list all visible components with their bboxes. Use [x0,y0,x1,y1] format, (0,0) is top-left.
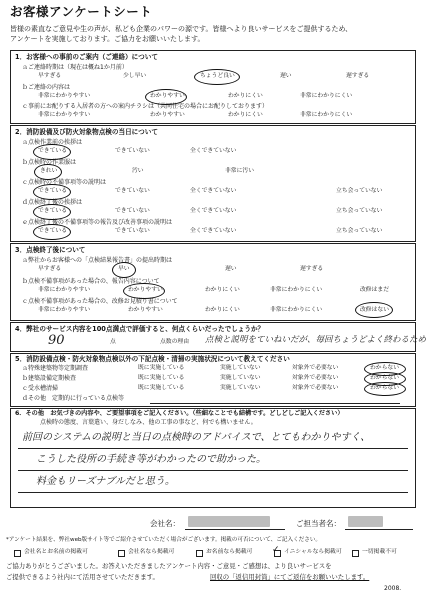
s3-c-opt-2[interactable]: わかりやすい [128,307,163,313]
s5-row-c-opt-3[interactable]: 対象外で必要ない [292,385,339,391]
s5-row-c-label: ｃ受水槽清掃 [22,385,59,392]
s3-b-label: ｂ点検不備事項があった場合の、報告内容について [22,278,160,285]
s5-row-d-line [150,403,400,404]
s3-c-opt-3[interactable]: わかりにくい [205,307,240,313]
s2-b-opt-1[interactable]: きれい [40,168,58,174]
s2-b-opt-3[interactable]: 非常に汚い [225,168,254,174]
s6-line-2 [18,470,408,471]
s5-row-b-opt-2[interactable]: 実施していない [220,375,261,381]
s4-reason-label: 点数の理由 [160,339,189,345]
publish-opt-2-checkbox[interactable] [118,550,125,557]
footer-thanks-1: ご協力ありがとうございました。お答えいただきましたアンケート内容・ご意見・ご感想は、より良いサービスを [6,562,332,570]
s5-row-a-opt-1[interactable]: 既に実施している [138,365,185,371]
s6-line-3 [18,492,408,493]
s2-e-opt-1[interactable]: できている [38,228,67,234]
s2-a-opt-3[interactable]: 全くできていない [190,148,237,154]
s3-b-opt-1[interactable]: 非常にわかりやすい [38,287,91,293]
publish-opt-3-checkbox[interactable] [196,550,203,557]
section-6-header: 6．その他 お気づきの内容や、ご要望事項をご記入ください。（些細なことでも結構です。どしどしご記入ください） [15,410,344,417]
s2-b-opt-2[interactable]: 汚い [132,168,144,174]
s3-a-opt-3[interactable]: 遅い [225,266,237,272]
s2-e-opt-3[interactable]: 全くできていない [190,228,237,234]
s6-handwriting-1[interactable]: 前回のシステムの説明と当日の点検時のアドバイスで、とてもわかりやすく、 [22,432,371,443]
s1-c-opt-3[interactable]: わかりにくい [228,112,263,118]
section-5-header: 5．消防設備点検・防火対象物点検以外の下記点検・清掃の実施状況について教えてください [15,355,290,363]
s3-c-opt-4[interactable]: 非常にわかりにくい [270,307,323,313]
person-label: ご担当者名： [296,519,341,528]
s5-row-a-opt-4[interactable]: わからない [370,365,399,371]
s5-row-a-label: ａ特殊建築物等定期調査 [22,365,89,372]
s5-row-b-label: ｂ建築設備定期検査 [22,375,77,382]
company-name-redacted [188,516,270,527]
publish-opt-5-checkbox[interactable] [352,550,359,557]
intro-line-2: アンケートを実施しております。ご協力をお願いいたします。 [10,35,205,43]
s2-a-opt-1[interactable]: できている [38,148,67,154]
s2-e-label: ｅ点検終了後の不備事項等の報告及び改善事項の説明は [22,219,173,226]
s1-b-opt-2[interactable]: わかりやすい [150,93,185,99]
s2-a-label: ａ点検作業前の挨拶は [22,139,83,146]
publish-opt-4-checkmark-icon: ✓ [272,545,280,555]
s2-c-not-present[interactable]: 立ち会っていない [336,188,383,194]
s6-handwriting-2[interactable]: こうした役所の手続き等がわかったので助かった。 [36,454,266,465]
s2-d-opt-2[interactable]: できていない [115,208,150,214]
s2-a-opt-2[interactable]: できていない [115,148,150,154]
s3-c-label: ｃ点検不備事項があった場合の、改修お見積り書について [22,298,178,305]
s4-score-unit: 点 [110,339,116,345]
publish-opt-5-label: 一切掲載不可 [362,549,397,555]
s5-row-b-opt-4[interactable]: わからない [370,375,399,381]
s2-e-not-present[interactable]: 立ち会っていない [336,228,383,234]
s2-c-label: ｃ点検時の不備事項等の説明は [22,179,107,186]
s1-c-opt-1[interactable]: 非常にわかりやすい [38,112,91,118]
s2-e-answer-circle [33,224,71,240]
s3-b-answer-circle [123,283,165,299]
s2-e-opt-2[interactable]: できていない [115,228,150,234]
s2-d-opt-3[interactable]: 全くできていない [190,208,237,214]
publish-opt-4-label: イニシャルなら掲載可 [284,549,342,555]
s1-a-opt-4[interactable]: 遅い [280,73,292,79]
person-name-redacted [348,516,383,527]
s6-handwriting-3[interactable]: 料金もリーズナブルだと思う。 [36,476,175,487]
s5-row-c-opt-1[interactable]: 既に実施している [138,385,185,391]
intro-line-1: 皆様の素直なご意見や生の声が、私ども企業のパワーの源です。皆様へより良いサービスをご提供するため、 [10,25,353,33]
publish-opt-2-label: 会社名なら掲載可 [128,549,175,555]
s2-c-opt-3[interactable]: 全くできていない [190,188,237,194]
s2-d-label: ｄ点検終了後の挨拶は [22,199,83,206]
s1-c-label: ｃ事前にお配りする入居者の方への案内チラシは（共同住宅の場合にお配りしております） [22,103,269,110]
s1-a-opt-3[interactable]: ちょうど良い [200,73,235,79]
s2-b-label: ｂ点検時の作業服は [22,159,77,166]
s3-b-kaishu[interactable]: 改修はまだ [360,287,389,293]
s2-d-not-present[interactable]: 立ち会っていない [336,208,383,214]
s5-row-c-opt-2[interactable]: 実施していない [220,385,261,391]
company-line [185,529,285,530]
footer-thanks-2: ご提供できるよう社内にて活用させていただきます。 [6,573,159,581]
s3-b-opt-4[interactable]: 非常にわかりにくい [270,287,323,293]
s2-d-opt-1[interactable]: できている [38,208,67,214]
section-1-header: 1．お客様への事前のご案内（ご連絡）について [15,53,158,61]
s1-a-opt-2[interactable]: 少し早い [123,73,147,79]
s3-b-opt-3[interactable]: わかりにくい [205,287,240,293]
s3-a-label: ａ弊社からお客様への「点検結果報告書」の提出時期は [22,257,173,264]
s5-row-a-opt-3[interactable]: 対象外で必要ない [292,365,339,371]
s1-b-opt-4[interactable]: 非常にわかりにくい [300,93,353,99]
s5-row-c-answer-circle [364,382,406,396]
footer-year: 2008. [384,585,402,592]
s5-row-c-opt-4[interactable]: わからない [370,385,399,391]
s3-c-answer-circle [355,302,393,318]
footer-note: *アンケート結果を、弊社web版サイト等でご紹介させていただく場合がございます。掲載の可否について、ご記入ください。 [6,537,322,543]
s1-b-label: ｂご連絡の内容は [22,84,71,91]
publish-opt-1-label: 会社名とお名前の掲載可 [24,549,88,555]
section-2-header: 2．消防設備及び防火対象物点検の当日について [15,128,158,136]
publish-opt-3-label: お名前なら掲載可 [206,549,253,555]
s1-a-answer-circle [194,69,240,85]
s3-c-opt-1[interactable]: 非常にわかりやすい [38,307,91,313]
sheet-title: お客様アンケートシート [10,4,153,19]
footer-return-envelope: 回収の「返信用封筒」にてご返信をお願いいたします。 [210,573,370,581]
s3-a-opt-1[interactable]: 早すぎる [38,266,62,272]
s2-a-answer-circle [33,144,71,160]
s6-line-1 [18,448,408,449]
s2-d-answer-circle [33,204,71,220]
section-4-header: 4．弊社のサービス内容を100点満点で評価すると、何点くらいだったでしょうか？ [15,325,265,333]
s3-a-answer-circle [112,262,136,278]
person-line [345,529,413,530]
s3-a-opt-4[interactable]: 遅すぎる [300,266,324,272]
s2-b-answer-circle [34,164,62,180]
s5-row-b-opt-1[interactable]: 既に実施している [138,375,185,381]
publish-opt-1-checkbox[interactable] [14,550,21,557]
s1-b-opt-1[interactable]: 非常にわかりやすい [38,93,91,99]
s1-a-opt-1[interactable]: 早すぎる [38,73,62,79]
s3-c-kaishu[interactable]: 改修はない [360,307,389,313]
s1-a-label: ａご連絡時期は（現在は概ね1か月前） [22,64,128,71]
s1-a-opt-5[interactable]: 遅すぎる [346,73,370,79]
s1-c-opt-2[interactable]: わかりやすい [150,112,185,118]
section-3-header: 3．点検終了後について [15,246,86,254]
company-label: 会社名： [150,519,180,528]
s5-row-a-opt-2[interactable]: 実施していない [220,365,261,371]
s2-c-opt-2[interactable]: できていない [115,188,150,194]
s3-b-opt-2[interactable]: わかりやすい [128,287,163,293]
s3-a-opt-2[interactable]: 早い [118,266,130,272]
section-6-sub: 点検時の態度、言葉遣い、身だしなみ、他の工事の事など、何でも構いません。 [40,419,257,426]
s5-row-b-opt-3[interactable]: 対象外で必要ない [292,375,339,381]
s1-c-opt-4[interactable]: 非常にわかりにくい [300,112,353,118]
s1-b-opt-3[interactable]: わかりにくい [228,93,263,99]
s4-reason-text[interactable]: 点検と説明をていねいだが、毎回ちょうどよく終わるため [205,335,427,345]
s5-row-d-label: ｄその他 定期的に行っている点検等 [22,395,125,402]
s4-score-value[interactable]: 90 [48,333,65,348]
s2-c-opt-1[interactable]: できている [38,188,67,194]
s2-c-answer-circle [33,184,71,200]
